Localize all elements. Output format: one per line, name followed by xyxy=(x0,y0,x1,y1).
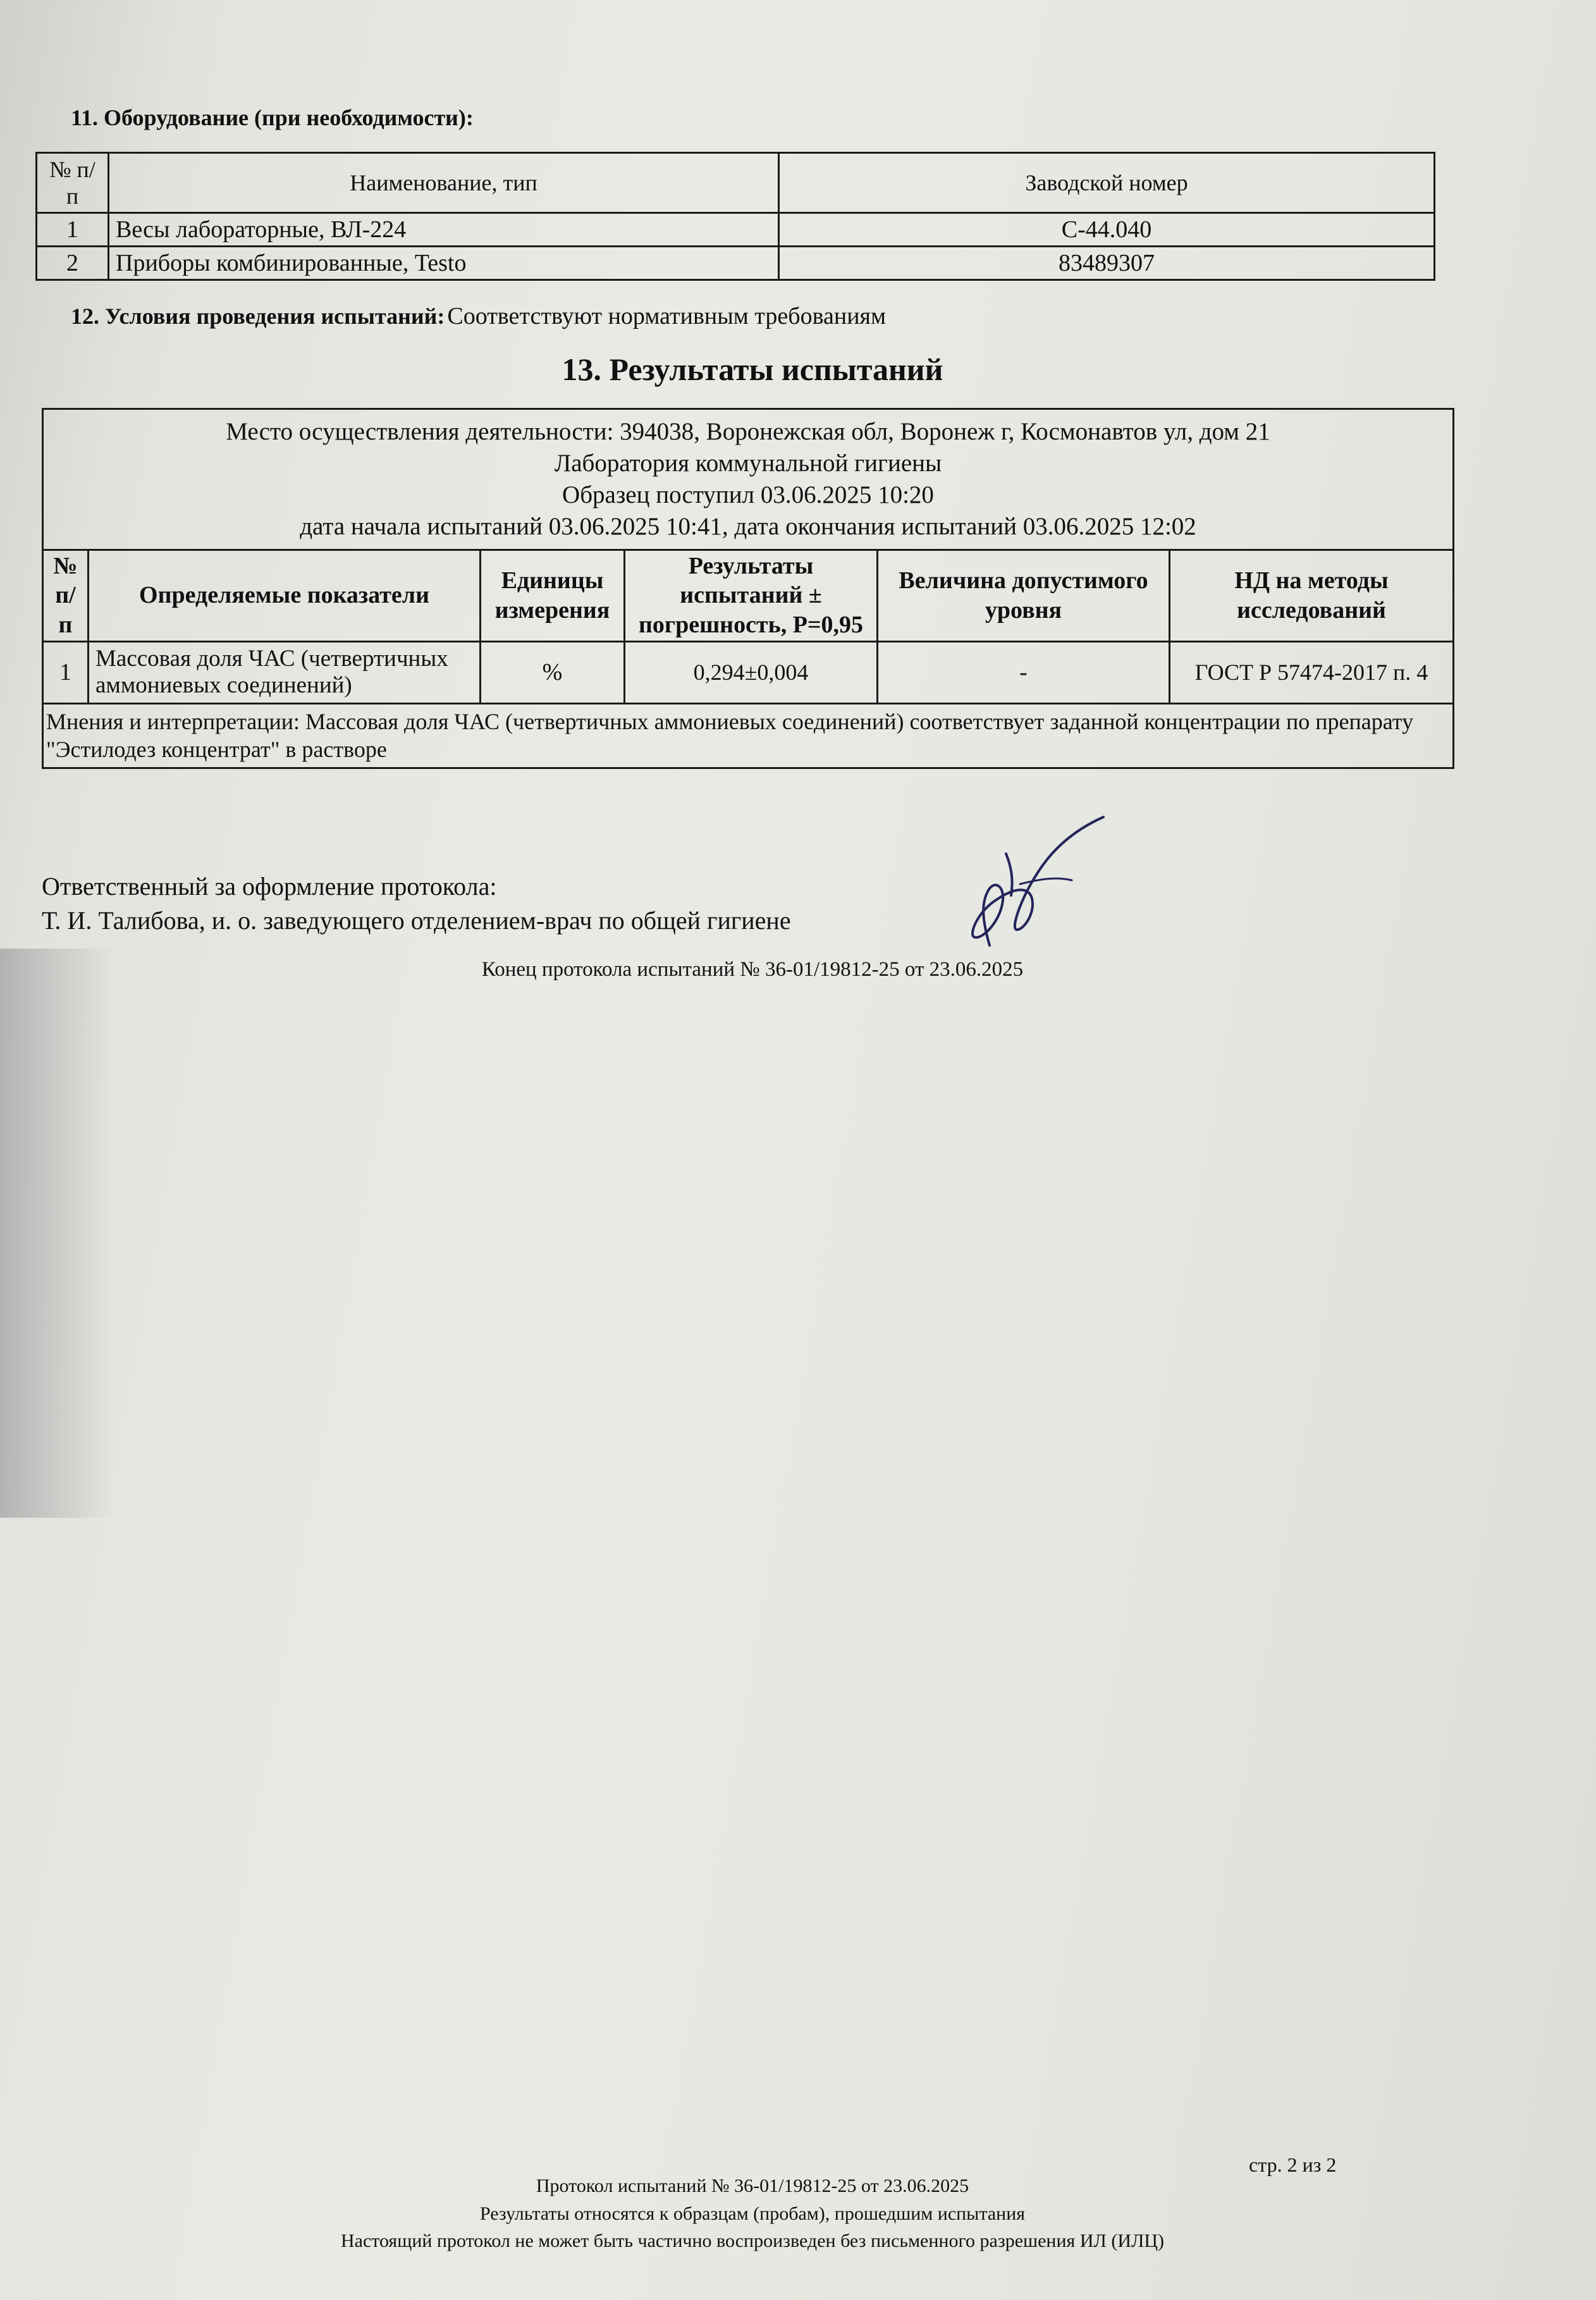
row-name: Весы лабораторные, ВЛ-224 xyxy=(109,213,779,247)
row-units: % xyxy=(481,641,625,703)
conditions xyxy=(71,302,886,330)
results-table xyxy=(42,408,1454,769)
signature-image xyxy=(945,816,1110,961)
col-num-header: № п/п xyxy=(37,153,109,213)
row-name: Приборы комбинированные, Testo xyxy=(109,247,779,280)
equipment-table-header xyxy=(37,153,1435,213)
col-result-header: Результаты испытаний ± погрешность, Р=0,95 xyxy=(625,550,878,641)
col-serial-header: Заводской номер xyxy=(779,153,1435,213)
row-result: 0,294±0,004 xyxy=(625,641,878,703)
conditions-value: Соответствуют нормативным требованиям xyxy=(447,303,887,329)
row-serial: 83489307 xyxy=(779,247,1435,280)
row-serial: С-44.040 xyxy=(779,213,1435,247)
row-num: 1 xyxy=(37,213,109,247)
results-opinion-row xyxy=(43,703,1454,768)
results-location: Место осуществления деятельности: 394038, Воронежская обл, Воронеж г, Космонавтов ул, дом 21 xyxy=(226,418,1270,445)
equipment-heading: 11. Оборудование (при необходимости): xyxy=(71,105,474,130)
footer-protocol: Протокол испытаний № 36-01/19812-25 от 23.06.2025 xyxy=(536,2175,969,2196)
results-opinion: Мнения и интерпретации: Массовая доля ЧАС (четвертичных аммониевых соединений) соответствует заданной концентрации по препарату "Эстилодез концентрат" в растворе xyxy=(43,703,1454,768)
table-row xyxy=(37,213,1435,247)
responsible-title: Ответственный за оформление протокола: xyxy=(42,872,497,901)
table-row xyxy=(37,247,1435,280)
results-received: Образец поступил 03.06.2025 10:20 xyxy=(562,481,934,508)
end-note: Конец протокола испытаний № 36-01/19812-25 от 23.06.2025 xyxy=(481,958,1024,981)
row-num: 2 xyxy=(37,247,109,280)
responsible-name: Т. И. Талибова, и. о. заведующего отделением-врач по общей гигиене xyxy=(42,906,791,935)
results-lab: Лаборатория коммунальной гигиены xyxy=(554,449,942,477)
col-limit-header: Величина допустимого уровня xyxy=(878,550,1170,641)
row-method: ГОСТ Р 57474-2017 п. 4 xyxy=(1170,641,1454,703)
conditions-label: 12. Условия проведения испытаний: xyxy=(71,304,445,329)
footer-note-2: Настоящий протокол не может быть частично воспроизведен без письменного разрешения ИЛ (ИЛЦ) xyxy=(340,2230,1165,2251)
row-num: 1 xyxy=(43,641,89,703)
row-indicator: Массовая доля ЧАС (четвертичных аммониевых соединений) xyxy=(89,641,481,703)
results-info-row xyxy=(43,409,1454,550)
results-dates: дата начала испытаний 03.06.2025 10:41, дата окончания испытаний 03.06.2025 12:02 xyxy=(300,512,1196,540)
footer-note-1: Результаты относятся к образцам (пробам), прошедшим испытания xyxy=(479,2203,1026,2224)
equipment-table xyxy=(35,152,1435,281)
page-number: стр. 2 из 2 xyxy=(1249,2153,1337,2176)
table-row xyxy=(43,641,1454,703)
results-title: 13. Результаты испытаний xyxy=(562,352,943,387)
responsible-block xyxy=(42,870,791,938)
col-name-header: Наименование, тип xyxy=(109,153,779,213)
row-limit: - xyxy=(878,641,1170,703)
page-shadow xyxy=(0,949,114,1518)
col-units-header: Единицы измерения xyxy=(481,550,625,641)
results-table-header xyxy=(43,550,1454,641)
col-method-header: НД на методы исследований xyxy=(1170,550,1454,641)
col-num-header: № п/п xyxy=(43,550,89,641)
col-indicator-header: Определяемые показатели xyxy=(89,550,481,641)
